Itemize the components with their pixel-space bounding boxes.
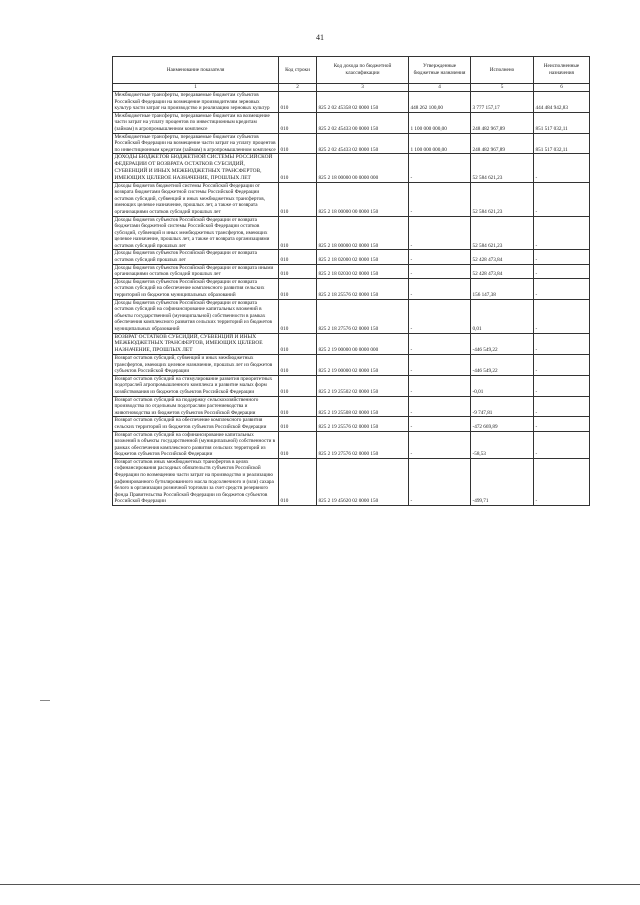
cell-approved: - [409, 354, 471, 375]
cell-approved: - [409, 458, 471, 505]
cell-executed: -58,53 [471, 431, 534, 458]
cell-income-code: 825 2 18 02000 02 0000 150 [317, 250, 409, 264]
table-row [113, 431, 590, 458]
cell-name: Доходы бюджетов субъектов Российской Федерации от возврата остатков субсидий на обеспечение комплексного развития сельских территорий из бюджетов муниципальных образований [113, 278, 279, 299]
cell-executed: 248 482 967,89 [471, 112, 534, 133]
table-row [113, 216, 590, 250]
cell-executed: 52 428 473,84 [471, 250, 534, 264]
cell-executed: 52 584 621,23 [471, 154, 534, 182]
cell-income-code: 825 2 19 00000 00 0000 000 [317, 333, 409, 354]
cell-approved: - [409, 417, 471, 431]
cell-income-code: 825 2 18 25576 02 0000 150 [317, 278, 409, 299]
cell-executed: 52 584 621,23 [471, 182, 534, 216]
cell-row-code: 010 [279, 278, 317, 299]
column-number: 3 [317, 84, 409, 92]
table-row [113, 333, 590, 354]
cell-executed: -446 549,22 [471, 354, 534, 375]
table-row [113, 112, 590, 133]
cell-approved: - [409, 278, 471, 299]
cell-unexecuted: - [534, 216, 590, 250]
cell-income-code: 825 2 18 00000 02 0000 150 [317, 216, 409, 250]
cell-name: ВОЗВРАТ ОСТАТКОВ СУБСИДИЙ, СУБВЕНЦИЙ И ИНЫХ МЕЖБЮДЖЕТНЫХ ТРАНСФЕРТОВ, ИМЕЮЩИХ ЦЕЛЕВОЕ НАЗНАЧЕНИЕ, ПРОШЛЫХ ЛЕТ [113, 333, 279, 354]
column-number: 5 [471, 84, 534, 92]
cell-executed: 248 482 967,89 [471, 133, 534, 154]
cell-income-code: 825 2 19 27576 02 0000 150 [317, 431, 409, 458]
cell-row-code: 010 [279, 299, 317, 333]
cell-row-code: 010 [279, 216, 317, 250]
cell-unexecuted: 851 517 032,11 [534, 133, 590, 154]
cell-name: Возврат остатков субсидий на обеспечение комплексного развития сельских территорий из бюджетов субъектов Российской Федерации [113, 417, 279, 431]
table-body [113, 92, 590, 506]
cell-name: Межбюджетные трансферты, передаваемые бюджетам субъектов Российской Федерации на возмещение производителям зерновых культур части затрат на производство и реализацию зерновых культур [113, 92, 279, 113]
cell-name: Доходы бюджетов субъектов Российской Федерации от возврата бюджетами бюджетной системы Российской Федерации остатков субсидий, субвенций и иных межбюджетных трансфертов, имеющих целевое назначение, прошлых лет, а также от возврата организациями остатков субсидий прошлых лет [113, 216, 279, 250]
cell-income-code: 825 2 19 25502 02 0000 150 [317, 375, 409, 396]
cell-name: Доходы бюджетов субъектов Российской Федерации от возврата остатков субсидий на софинансирование капитальных вложений в объекты государственной (муниципальной) собственности в рамках обеспечения комплексного развития сельских территорий из бюджетов муниципальных образований [113, 299, 279, 333]
header-row-code: Код строки [279, 57, 317, 84]
cell-unexecuted: - [534, 458, 590, 505]
cell-name: Доходы бюджетов бюджетной системы Российской Федерации от возврата бюджетами бюджетной системы Российской Федерации остатков субсидий, субвенций и иных межбюджетных трансфертов, имеющих целевое назначение, прошлых лет, а также от возврата организациями остатков субсидий прошлых лет [113, 182, 279, 216]
cell-approved: - [409, 264, 471, 278]
cell-income-code: 825 2 02 45358 02 0000 150 [317, 92, 409, 113]
cell-name: Доходы бюджетов субъектов Российской Федерации от возврата иными организациями остатков субсидий прошлых лет [113, 264, 279, 278]
cell-row-code: 010 [279, 250, 317, 264]
cell-executed: -446 549,22 [471, 333, 534, 354]
cell-income-code: 825 2 02 45433 00 0000 150 [317, 112, 409, 133]
cell-row-code: 010 [279, 375, 317, 396]
cell-unexecuted: - [534, 431, 590, 458]
page-number: 41 [316, 33, 324, 42]
column-number: 1 [113, 84, 279, 92]
cell-row-code: 010 [279, 264, 317, 278]
cell-approved: - [409, 333, 471, 354]
page-bottom-rule [0, 884, 640, 885]
cell-row-code: 010 [279, 417, 317, 431]
cell-unexecuted: - [534, 354, 590, 375]
cell-executed: -0,01 [471, 375, 534, 396]
table-row [113, 458, 590, 505]
cell-executed: -9 747,81 [471, 396, 534, 417]
cell-executed: 0,01 [471, 299, 534, 333]
cell-row-code: 010 [279, 133, 317, 154]
header-income-code: Код дохода по бюджетной классификации [317, 57, 409, 84]
cell-row-code: 010 [279, 333, 317, 354]
cell-executed: -472 669,89 [471, 417, 534, 431]
cell-unexecuted: - [534, 396, 590, 417]
header-unexecuted: Неисполненные назначения [534, 57, 590, 84]
cell-unexecuted: - [534, 278, 590, 299]
table-row [113, 182, 590, 216]
cell-row-code: 010 [279, 154, 317, 182]
cell-name: Возврат остатков субсидий на поддержку сельскохозяйственного производства по отдельным подотраслям растениеводства и животноводства из бюджетов субъектов Российской Федерации [113, 396, 279, 417]
cell-executed: 3 777 157,17 [471, 92, 534, 113]
cell-income-code: 825 2 19 25576 02 0000 150 [317, 417, 409, 431]
cell-income-code: 825 2 19 25508 02 0000 150 [317, 396, 409, 417]
table-row [113, 375, 590, 396]
cell-approved: 1 100 000 000,00 [409, 112, 471, 133]
cell-unexecuted: - [534, 264, 590, 278]
table-row [113, 264, 590, 278]
cell-executed: -499,71 [471, 458, 534, 505]
cell-row-code: 010 [279, 354, 317, 375]
cell-name: ДОХОДЫ БЮДЖЕТОВ БЮДЖЕТНОЙ СИСТЕМЫ РОССИЙСКОЙ ФЕДЕРАЦИИ ОТ ВОЗВРАТА ОСТАТКОВ СУБСИДИЙ, СУБВЕНЦИЙ И ИНЫХ МЕЖБЮДЖЕТНЫХ ТРАНСФЕРТОВ, ИМЕЮЩИХ ЦЕЛЕВОЕ НАЗНАЧЕНИЕ, ПРОШЛЫХ ЛЕТ [113, 154, 279, 182]
cell-approved: - [409, 216, 471, 250]
cell-approved: - [409, 431, 471, 458]
cell-approved: 448 262 100,00 [409, 92, 471, 113]
cell-approved: - [409, 182, 471, 216]
cell-executed: 52 584 621,23 [471, 216, 534, 250]
table-row [113, 354, 590, 375]
table-header-row [113, 57, 590, 84]
table-row [113, 133, 590, 154]
cell-executed: 52 428 473,84 [471, 264, 534, 278]
cell-income-code: 825 2 19 00000 02 0000 150 [317, 354, 409, 375]
table-row [113, 299, 590, 333]
cell-name: Возврат остатков субсидий, субвенций и иных межбюджетных трансфертов, имеющих целевое назначение, прошлых лет из бюджетов субъектов Российской Федерации [113, 354, 279, 375]
cell-income-code: 825 2 18 00000 00 0000 000 [317, 154, 409, 182]
table-row [113, 278, 590, 299]
cell-executed: 156 147,38 [471, 278, 534, 299]
cell-unexecuted: 444 484 942,83 [534, 92, 590, 113]
cell-approved: - [409, 250, 471, 264]
header-executed: Исполнено [471, 57, 534, 84]
cell-row-code: 010 [279, 92, 317, 113]
cell-unexecuted: - [534, 299, 590, 333]
cell-name: Возврат остатков субсидий на стимулирование развития приоритетных подотраслей агропромышленного комплекса и развитие малых форм хозяйствования из бюджетов субъектов Российской Федерации [113, 375, 279, 396]
cell-unexecuted: - [534, 333, 590, 354]
cell-row-code: 010 [279, 182, 317, 216]
cell-unexecuted: - [534, 417, 590, 431]
header-approved: Утвержденные бюджетные назначения [409, 57, 471, 84]
cell-row-code: 010 [279, 458, 317, 505]
cell-name: Межбюджетные трансферты, передаваемые бюджетам субъектов Российской Федерации на возмещение части затрат на уплату процентов по инвестиционным кредитам (займам) в агропромышленном комплексе [113, 133, 279, 154]
margin-mark [40, 700, 50, 701]
cell-income-code: 825 2 18 00000 00 0000 150 [317, 182, 409, 216]
column-number: 2 [279, 84, 317, 92]
cell-approved: - [409, 375, 471, 396]
cell-unexecuted: - [534, 182, 590, 216]
cell-approved: - [409, 396, 471, 417]
table-row [113, 417, 590, 431]
table-row [113, 154, 590, 182]
column-number: 4 [409, 84, 471, 92]
table-row [113, 92, 590, 113]
cell-unexecuted: - [534, 154, 590, 182]
cell-approved: 1 100 000 000,00 [409, 133, 471, 154]
cell-income-code: 825 2 19 45620 02 0000 150 [317, 458, 409, 505]
cell-row-code: 010 [279, 112, 317, 133]
header-name: Наименование показателя [113, 57, 279, 84]
cell-unexecuted: - [534, 250, 590, 264]
cell-approved: - [409, 299, 471, 333]
cell-name: Возврат остатков субсидий на софинансирование капитальных вложений в объекты государственной (муниципальной) собственности в рамках обеспечения комплексного развития сельских территорий из бюджетов субъектов Российской Федерации [113, 431, 279, 458]
cell-name: Межбюджетные трансферты, передаваемые бюджетам на возмещение части затрат на уплату процентов по инвестиционным кредитам (займам) в агропромышленном комплексе [113, 112, 279, 133]
column-number-row [113, 84, 590, 92]
cell-unexecuted: 851 517 032,11 [534, 112, 590, 133]
cell-row-code: 010 [279, 431, 317, 458]
cell-row-code: 010 [279, 396, 317, 417]
cell-income-code: 825 2 02 45433 02 0000 150 [317, 133, 409, 154]
cell-name: Доходы бюджетов субъектов Российской Федерации от возврата остатков субсидий прошлых лет [113, 250, 279, 264]
cell-unexecuted: - [534, 375, 590, 396]
cell-income-code: 825 2 18 02030 02 0000 150 [317, 264, 409, 278]
income-report-table [112, 56, 590, 506]
table-row [113, 396, 590, 417]
cell-approved: - [409, 154, 471, 182]
column-number: 6 [534, 84, 590, 92]
table-row [113, 250, 590, 264]
cell-name: Возврат остатков иных межбюджетных трансфертов в целях софинансирования расходных обязательств субъектов Российской Федерации по возмещению части затрат на производство и реализацию рафинированного бутилированного масла подсолнечного и (или) сахара белого в организации розничной торговли за счет средств резервного фонда Правительства Российской Федерации из бюджетов субъектов Российской Федерации [113, 458, 279, 505]
cell-income-code: 825 2 18 27576 02 0000 150 [317, 299, 409, 333]
